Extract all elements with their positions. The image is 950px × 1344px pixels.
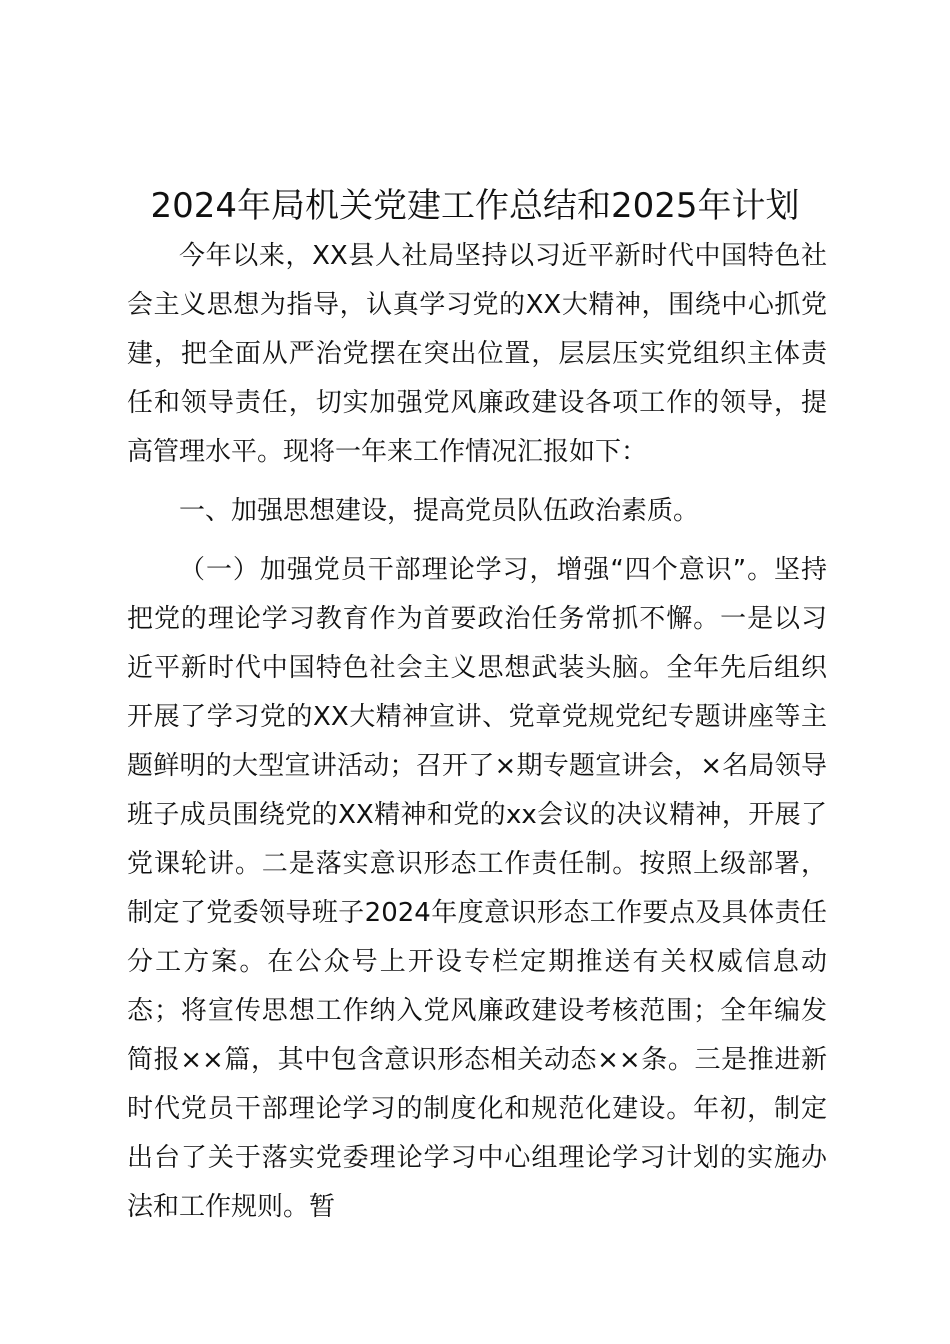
document-body bbox=[127, 232, 827, 1232]
section-heading: 一、加强思想建设，提高党员队伍政治素质。 bbox=[179, 496, 700, 526]
intro-paragraph: 今年以来，XX县人社局坚持以习近平新时代中国特色社会主义思想为指导，认真学习党的XX大精神，围绕中心抓党建，把全面从严治党摆在突出位置，层层压实党组织主体责任和领导责任，切实加强党风廉政建设各项工作的领导，提高管理水平。现将一年来工作情况汇报如下： bbox=[127, 241, 827, 467]
section-paragraph: （一）加强党员干部理论学习，增强“四个意识”。坚持把党的理论学习教育作为首要政治任务常抓不懈。一是以习近平新时代中国特色社会主义思想武装头脑。全年先后组织开展了学习党的XX大精神宣讲、党章党规党纪专题讲座等主题鲜明的大型宣讲活动；召开了×期专题宣讲会，×名局领导班子成员围绕党的XX精神和党的xx会议的决议精神，开展了党课轮讲。二是落实意识形态工作责任制。按照上级部署，制定了党委领导班子2024年度意识形态工作要点及具体责任分工方案。在公众号上开设专栏定期推送有关权威信息动态；将宣传思想工作纳入党风廉政建设考核范围；全年编发简报××篇，其中包含意识形态相关动态××条。三是推进新时代党员干部理论学习的制度化和规范化建设。年初，制定出台了关于落实党委理论学习中心组理论学习计划的实施办法和工作规则。暂 bbox=[127, 555, 827, 1222]
document-title: 2024年局机关党建工作总结和2025年计划 bbox=[150, 186, 800, 226]
